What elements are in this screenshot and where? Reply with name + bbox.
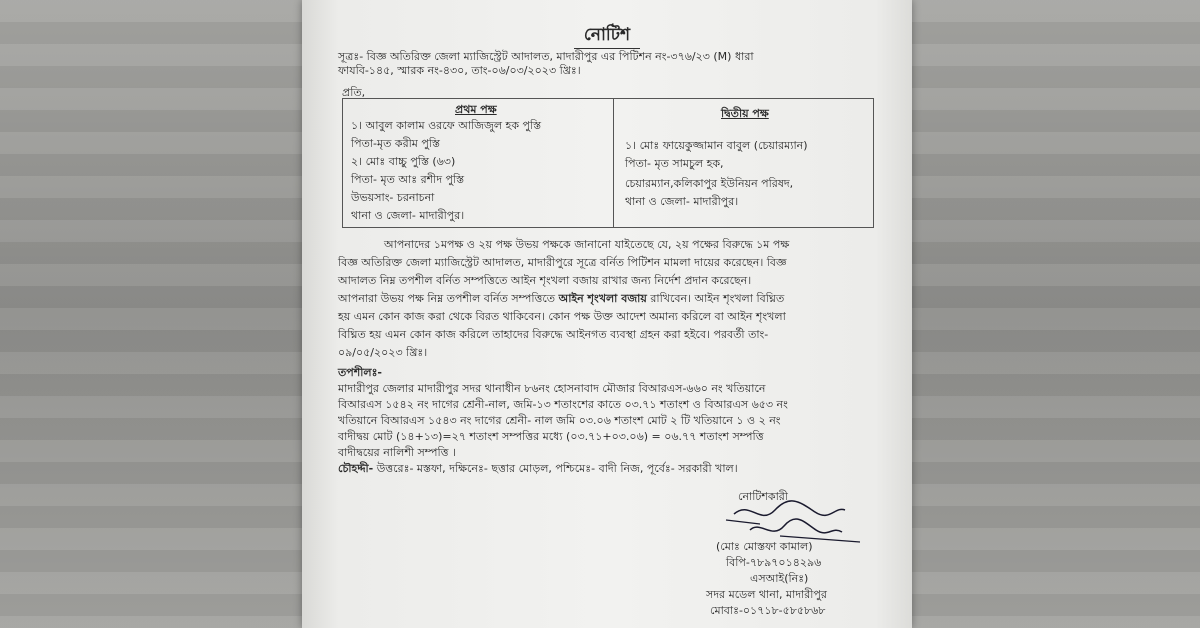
first-party-line: পিতা- মৃত আঃ রশীদ পুস্তি: [351, 173, 465, 186]
second-party-line: পিতা- মৃত সামচুল হক,: [625, 157, 724, 170]
body-line: আদালত নিম্ন তপশীল বর্নিত সম্পত্তিতে আইন শৃংখলা বজায় রাখার জন্য নির্দেশ প্রদান করেছেন।: [338, 274, 752, 287]
signatory-label: নোটিশকারী: [738, 490, 788, 503]
schedule-line: বাদীদ্বয় মোট (১৪+১৩)=২৭ শতাংশ সম্পত্তির মধ্যে (০৩.৭১+০৩.০৬) = ০৬.৭৭ শতাংশ সম্পত্তি: [338, 430, 764, 443]
schedule-line: খতিয়ানে বিআরএস ১৫৪৩ নং দাগের শ্রেনী- নাল জমি ০৩.০৬ শতাংশ মোট ২ টি খতিয়ানে ১ ও ২ নং: [338, 414, 781, 427]
first-party-heading: প্রথম পক্ষ: [455, 103, 497, 116]
first-party-line: ১। আবুল কালাম ওরফে আজিজুল হক পুস্তি: [351, 119, 542, 132]
body-text: আপনারা উভয় পক্ষ নিম্ন তপশীল বর্নিত সম্পত্তিতে: [338, 292, 556, 305]
body-emphasis: আইন শৃংখলা বজায়: [558, 292, 647, 305]
title-underline: [574, 48, 640, 49]
second-party-line: চেয়ারম্যান,কলিকাপুর ইউনিয়ন পরিষদ,: [625, 177, 794, 190]
blurred-background-right: [912, 0, 1200, 628]
body-line: বিঘ্নিত হয় এমন কোন কাজ করিলে তাহাদের বিরুদ্ধে আইনগত ব্যবস্থা গ্রহন করা হইবে। পরবর্তী তাং-: [338, 328, 769, 341]
boundary-line: [338, 462, 738, 476]
second-party-line: থানা ও জেলা- মাদারীপুর।: [625, 195, 739, 208]
boundary-text: উত্তরেঃ- মস্তফা, দক্ষিনেঃ- ছত্তার মোড়ল, পশ্চিমেঃ- বাদী নিজ, পূর্বেঃ- সরকারী খাল।: [376, 462, 738, 475]
first-party-line: পিতা-মৃত করীম পুস্তি: [351, 137, 440, 150]
first-party-line: উভয়সাং- চরনাচনা: [351, 191, 435, 204]
notice-document: [302, 0, 912, 628]
signatory-mobile: মোবাঃ-০১৭১৮-৫৮৫৮৬৮: [710, 604, 826, 617]
second-party-line: ১। মোঃ ফায়েকুজ্জামান বাবুল (চেয়ারম্যান): [625, 139, 808, 152]
first-party-line: থানা ও জেলা- মাদারীপুর।: [351, 209, 465, 222]
subject-line-2: ফাযবি-১৪৫, স্মারক নং-৪৩০, তাং-০৬/০৩/২০২৩ খ্রিঃ।: [338, 64, 581, 77]
body-line: ০৯/০৫/২০২৩ খ্রিঃ।: [338, 346, 428, 359]
body-line: হয় এমন কোন কাজ করা থেকে বিরত থাকিবেন। কোন পক্ষ উক্ত আদেশ অমান্য করিলে বা আইন শৃংখলা: [338, 310, 786, 323]
signature-icon: [720, 496, 870, 546]
party-table: [342, 98, 874, 228]
signatory-name: (মোঃ মোস্তফা কামাল): [716, 540, 813, 553]
blurred-background-left: [0, 0, 302, 628]
body-line: [338, 292, 784, 306]
body-line: আপনাদের ১মপক্ষ ও ২য় পক্ষ উভয় পক্ষকে জানানো যাইতেছে যে, ২য় পক্ষের বিরুদ্ধে ১ম পক্ষ: [384, 238, 790, 251]
boundary-label: চৌহদ্দী-: [338, 462, 374, 475]
body-line: বিজ্ঞ অতিরিক্ত জেলা ম্যাজিস্ট্রেট আদালত, মাদারীপুরে সূত্রে বর্নিত পিটিশন মামলা দায়ের করেছেন। বিজ্ঞ: [338, 256, 787, 269]
schedule-heading: তপশীলঃ-: [338, 366, 383, 379]
schedule-line: বাদীদ্বয়ের নালিশী সম্পত্তি ।: [338, 446, 456, 459]
schedule-line: বিআরএস ১৫৪২ নং দাগের শ্রেনী-নাল, জমি-১৩ শতাংশের কাতে ০৩.৭১ শতাংশ ও বিআরএস ৬৫৩ নং: [338, 398, 788, 411]
signatory-rank: এসআই(নিঃ): [750, 572, 809, 585]
notice-title: নোটিশ: [583, 25, 631, 45]
first-party-line: ২। মোঃ বাচ্চু পুস্তি (৬৩): [351, 155, 456, 168]
schedule-line: মাদারীপুর জেলার মাদারীপুর সদর থানাধীন ৮৬নং হোসনাবাদ মৌজার বিআরএস-৬৬০ নং খতিয়ানে: [338, 382, 766, 395]
subject-line-1: সূত্রঃ- বিজ্ঞ অতিরিক্ত জেলা ম্যাজিস্ট্রেট আদালত, মাদারীপুর এর পিটিশন নং-৩৭৬/২৩ (M) ধারা: [338, 50, 754, 63]
second-party-heading: দ্বিতীয় পক্ষ: [721, 107, 769, 120]
party-table-divider: [613, 99, 614, 227]
recipient-label: প্রতি,: [342, 86, 366, 99]
body-text: রাখিবেন। আইন শৃংখলা বিঘ্নিত: [650, 292, 785, 305]
signatory-bp: বিপি-৭৮৯৭০১৪২৯৬: [726, 556, 822, 569]
signatory-station: সদর মডেল থানা, মাদারীপুর: [706, 588, 827, 601]
